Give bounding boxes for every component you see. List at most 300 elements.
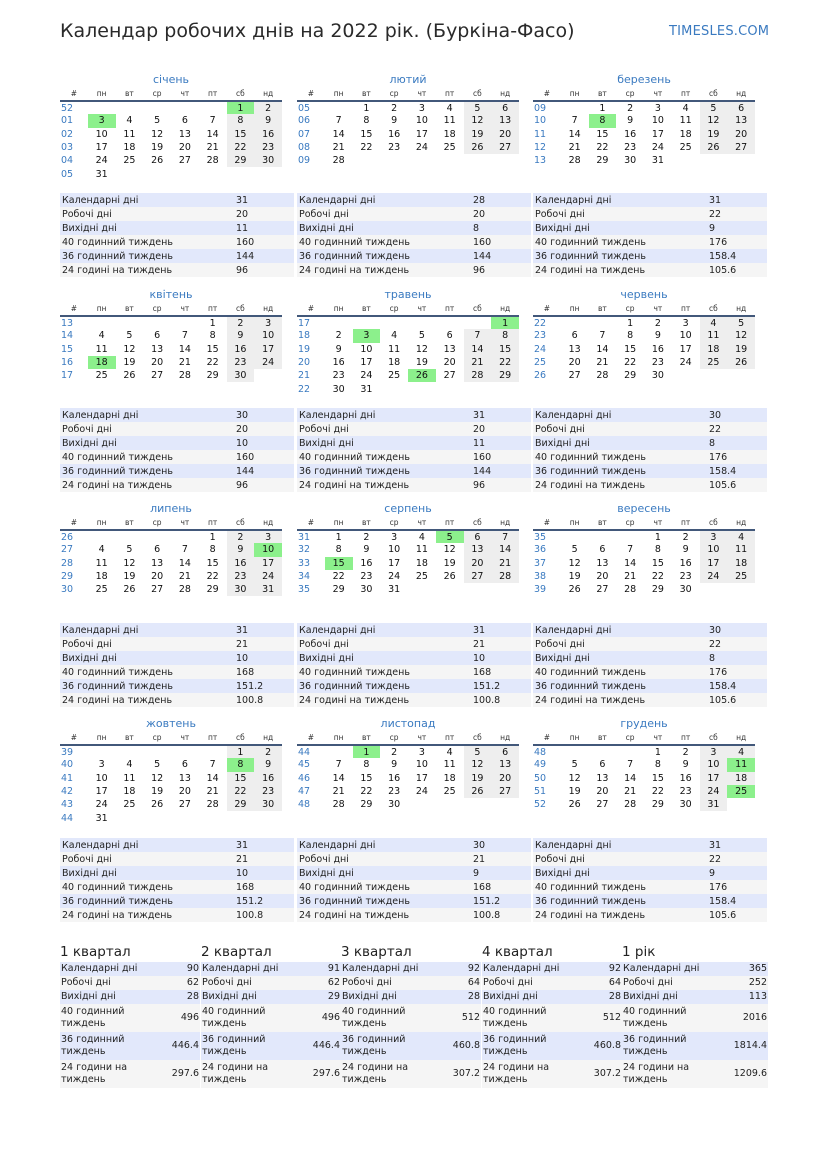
day-cell: 4 bbox=[98, 330, 105, 342]
day-cell: 26 bbox=[151, 799, 164, 811]
day-cell: 13 bbox=[568, 343, 581, 355]
empty-day-cell bbox=[727, 798, 755, 811]
empty-day-cell bbox=[408, 154, 436, 167]
weekend-day-cell: 30 bbox=[254, 154, 282, 167]
quarter-stats-table bbox=[60, 962, 200, 1088]
stats-row bbox=[297, 422, 531, 436]
week-number: 41 bbox=[61, 772, 74, 784]
weekday-header: чт bbox=[171, 87, 199, 101]
week-row bbox=[533, 785, 755, 798]
holiday-day-cell: 1 bbox=[491, 316, 519, 329]
day-cell: 5 bbox=[571, 544, 578, 556]
stats-value: 22 bbox=[707, 852, 767, 866]
week-row bbox=[533, 530, 755, 543]
weekend-day-cell: 3 bbox=[700, 530, 728, 543]
day-cell: 19 bbox=[151, 142, 164, 154]
day-cell: 9 bbox=[682, 544, 689, 556]
stats-label: 24 годині на тиждень bbox=[60, 478, 234, 492]
week-row bbox=[297, 369, 519, 382]
quarter-stats-value: 307.2 bbox=[451, 1060, 481, 1088]
day-cell: 28 bbox=[178, 370, 191, 382]
stats-label: Календарні дні bbox=[297, 193, 471, 207]
month-name: травень bbox=[384, 288, 432, 301]
week-row bbox=[533, 356, 755, 369]
weekend-day-cell: 2 bbox=[254, 745, 282, 758]
week-number: 43 bbox=[61, 799, 74, 811]
day-cell: 30 bbox=[679, 799, 692, 811]
day-cell: 28 bbox=[568, 155, 581, 167]
day-cell: 29 bbox=[596, 155, 609, 167]
day-cell: 15 bbox=[360, 128, 373, 140]
weekend-day-cell: 27 bbox=[491, 785, 519, 798]
quarter-stats-row bbox=[341, 962, 481, 976]
weekday-header: нд bbox=[727, 302, 755, 316]
week-row bbox=[60, 798, 282, 811]
weekend-day-cell: 19 bbox=[700, 128, 728, 141]
weekday-header: сб bbox=[464, 302, 492, 316]
day-cell: 9 bbox=[627, 115, 634, 127]
weekend-day-cell: 2 bbox=[227, 316, 255, 329]
day-cell: 30 bbox=[388, 799, 401, 811]
day-cell: 4 bbox=[682, 102, 689, 114]
month-grid bbox=[533, 302, 755, 382]
day-cell: 16 bbox=[388, 128, 401, 140]
day-cell: 14 bbox=[332, 772, 345, 784]
week-row bbox=[60, 114, 282, 127]
day-cell: 12 bbox=[568, 557, 581, 569]
stats-label: Календарні дні bbox=[533, 838, 707, 852]
weekday-header-row bbox=[533, 516, 755, 530]
stats-row bbox=[60, 249, 294, 263]
stats-row bbox=[297, 623, 531, 637]
stats-value: 151.2 bbox=[234, 894, 294, 908]
stats-row bbox=[60, 478, 294, 492]
week-number: 39 bbox=[534, 584, 547, 596]
weekday-header: пн bbox=[88, 516, 116, 530]
weekend-day-cell: 24 bbox=[254, 570, 282, 583]
empty-day-cell bbox=[727, 583, 755, 596]
day-cell: 30 bbox=[624, 155, 637, 167]
empty-day-cell bbox=[116, 745, 144, 758]
weekday-header: вт bbox=[116, 87, 144, 101]
weekend-day-cell: 6 bbox=[727, 101, 755, 114]
week-number-header: # bbox=[533, 87, 561, 101]
week-row bbox=[533, 316, 755, 329]
stats-row bbox=[60, 436, 294, 450]
weekday-header: вт bbox=[589, 731, 617, 745]
empty-day-cell bbox=[589, 316, 617, 329]
day-cell: 31 bbox=[388, 584, 401, 596]
quarter-stats-value: 90 bbox=[170, 962, 200, 976]
week-row bbox=[297, 785, 519, 798]
quarter-stats-row bbox=[201, 990, 341, 1004]
stats-row bbox=[60, 450, 294, 464]
empty-day-cell bbox=[254, 369, 282, 382]
stats-value: 20 bbox=[471, 207, 531, 221]
day-cell: 26 bbox=[568, 584, 581, 596]
day-cell: 4 bbox=[446, 102, 453, 114]
quarter-stats-label: Робочі дні bbox=[201, 976, 311, 990]
day-cell: 5 bbox=[126, 544, 133, 556]
stats-label: Робочі дні bbox=[533, 207, 707, 221]
empty-day-cell bbox=[143, 316, 171, 329]
weekday-header: вт bbox=[353, 302, 381, 316]
weekday-header: чт bbox=[171, 302, 199, 316]
day-cell: 21 bbox=[178, 357, 191, 369]
week-number-header: # bbox=[297, 731, 325, 745]
empty-day-cell bbox=[171, 530, 199, 543]
stats-label: Календарні дні bbox=[533, 623, 707, 637]
day-cell: 23 bbox=[679, 786, 692, 798]
day-cell: 26 bbox=[123, 370, 136, 382]
weekday-header: сб bbox=[227, 87, 255, 101]
week-number: 16 bbox=[61, 357, 74, 369]
quarter-summary-block bbox=[201, 942, 341, 1088]
day-cell: 14 bbox=[206, 772, 219, 784]
weekend-day-cell: 17 bbox=[254, 343, 282, 356]
day-cell: 29 bbox=[651, 799, 664, 811]
stats-row bbox=[533, 408, 767, 422]
weekend-day-cell: 5 bbox=[464, 101, 492, 114]
weekday-header: вт bbox=[589, 87, 617, 101]
stats-value: 168 bbox=[234, 665, 294, 679]
week-number: 02 bbox=[61, 128, 74, 140]
month-calendar bbox=[60, 287, 282, 382]
empty-day-cell bbox=[353, 316, 381, 329]
quarter-stats-table bbox=[201, 962, 341, 1088]
weekend-day-cell: 16 bbox=[227, 343, 255, 356]
week-number: 34 bbox=[298, 571, 311, 583]
month-grid bbox=[60, 87, 282, 181]
month-calendar bbox=[297, 716, 519, 811]
day-cell: 7 bbox=[627, 544, 634, 556]
quarter-stats-value: 113 bbox=[732, 990, 768, 1004]
day-cell: 25 bbox=[123, 799, 136, 811]
stats-value: 9 bbox=[471, 866, 531, 880]
day-cell: 21 bbox=[624, 571, 637, 583]
day-cell: 18 bbox=[679, 128, 692, 140]
holiday-day-cell: 8 bbox=[589, 114, 617, 127]
weekday-header: нд bbox=[254, 302, 282, 316]
quarter-stats-row bbox=[622, 1032, 768, 1060]
weekend-day-cell: 29 bbox=[227, 154, 255, 167]
quarter-stats-value: 28 bbox=[451, 990, 481, 1004]
weekend-day-cell: 23 bbox=[254, 785, 282, 798]
stats-row bbox=[533, 637, 767, 651]
day-cell: 18 bbox=[443, 128, 456, 140]
weekend-day-cell: 13 bbox=[727, 114, 755, 127]
day-cell: 17 bbox=[360, 357, 373, 369]
stats-value: 8 bbox=[707, 651, 767, 665]
week-number: 18 bbox=[298, 330, 311, 342]
day-cell: 1 bbox=[599, 102, 606, 114]
stats-row bbox=[533, 450, 767, 464]
stats-row bbox=[60, 866, 294, 880]
quarter-stats-value: 28 bbox=[592, 990, 622, 1004]
weekday-header: пн bbox=[325, 731, 353, 745]
quarter-stats-value: 64 bbox=[592, 976, 622, 990]
week-number: 13 bbox=[61, 317, 74, 329]
month-calendar bbox=[533, 72, 755, 167]
quarter-stats-row bbox=[341, 976, 481, 990]
day-cell: 11 bbox=[443, 759, 456, 771]
stats-row bbox=[297, 235, 531, 249]
weekday-header-row bbox=[533, 731, 755, 745]
quarter-stats-row bbox=[60, 1004, 200, 1032]
stats-label: Вихідні дні bbox=[297, 866, 471, 880]
week-row bbox=[60, 543, 282, 556]
day-cell: 29 bbox=[651, 584, 664, 596]
stats-row bbox=[297, 408, 531, 422]
quarter-stats-label: Календарні дні bbox=[60, 962, 170, 976]
quarter-stats-label: Календарні дні bbox=[201, 962, 311, 976]
week-number: 28 bbox=[61, 557, 74, 569]
stats-value: 151.2 bbox=[471, 894, 531, 908]
day-cell: 6 bbox=[154, 330, 161, 342]
quarter-title: 1 рік bbox=[622, 944, 656, 960]
quarter-stats-value: 512 bbox=[451, 1004, 481, 1032]
empty-day-cell bbox=[116, 530, 144, 543]
quarter-title: 1 квартал bbox=[60, 944, 131, 960]
month-calendar bbox=[60, 72, 282, 181]
stats-value: 144 bbox=[471, 249, 531, 263]
day-cell: 7 bbox=[627, 759, 634, 771]
weekday-header: пн bbox=[561, 302, 589, 316]
month-stats-table bbox=[60, 623, 294, 707]
stats-row bbox=[297, 436, 531, 450]
weekday-header: ср bbox=[616, 87, 644, 101]
stats-value: 22 bbox=[707, 207, 767, 221]
stats-value: 144 bbox=[471, 464, 531, 478]
stats-value: 168 bbox=[471, 665, 531, 679]
weekend-day-cell: 14 bbox=[464, 343, 492, 356]
empty-day-cell bbox=[408, 316, 436, 329]
quarter-stats-value: 91 bbox=[311, 962, 341, 976]
weekday-header: ср bbox=[143, 516, 171, 530]
week-number-header: # bbox=[533, 731, 561, 745]
quarter-stats-label: Календарні дні bbox=[482, 962, 592, 976]
month-stats-table bbox=[297, 623, 531, 707]
month-calendar bbox=[533, 501, 755, 596]
day-cell: 27 bbox=[443, 370, 456, 382]
day-cell: 8 bbox=[335, 544, 342, 556]
empty-day-cell bbox=[227, 167, 255, 180]
week-number-header: # bbox=[60, 302, 88, 316]
weekday-header: ср bbox=[616, 302, 644, 316]
empty-day-cell bbox=[436, 382, 464, 395]
week-number: 19 bbox=[298, 343, 311, 355]
stats-row bbox=[60, 207, 294, 221]
weekend-day-cell: 19 bbox=[464, 772, 492, 785]
week-row bbox=[297, 745, 519, 758]
weekday-header-row bbox=[297, 731, 519, 745]
day-cell: 24 bbox=[360, 370, 373, 382]
day-cell: 11 bbox=[95, 343, 108, 355]
day-cell: 22 bbox=[360, 786, 373, 798]
week-row bbox=[60, 557, 282, 570]
week-number-header: # bbox=[297, 516, 325, 530]
page-title: Календар робочих днів на 2022 рік. (Буркіна-Фасо) bbox=[60, 20, 575, 42]
weekday-header: ср bbox=[616, 516, 644, 530]
quarter-stats-row bbox=[341, 1060, 481, 1088]
day-cell: 26 bbox=[123, 584, 136, 596]
holiday-day-cell: 1 bbox=[353, 745, 381, 758]
weekday-header: нд bbox=[491, 516, 519, 530]
stats-label: 24 годині на тиждень bbox=[297, 693, 471, 707]
stats-row bbox=[533, 263, 767, 277]
weekend-day-cell: 15 bbox=[227, 128, 255, 141]
weekday-header: нд bbox=[491, 302, 519, 316]
stats-value: 30 bbox=[471, 838, 531, 852]
day-cell: 17 bbox=[95, 786, 108, 798]
weekday-header: сб bbox=[700, 302, 728, 316]
stats-row bbox=[60, 408, 294, 422]
weekday-header: пт bbox=[672, 302, 700, 316]
stats-value: 10 bbox=[234, 436, 294, 450]
weekend-day-cell: 26 bbox=[727, 356, 755, 369]
weekday-header: чт bbox=[408, 731, 436, 745]
day-cell: 22 bbox=[651, 786, 664, 798]
quarter-stats-row bbox=[622, 1004, 768, 1032]
day-cell: 10 bbox=[651, 115, 664, 127]
holiday-day-cell: 26 bbox=[408, 369, 436, 382]
weekend-day-cell: 4 bbox=[727, 745, 755, 758]
weekend-day-cell: 17 bbox=[254, 557, 282, 570]
weekend-day-cell: 3 bbox=[254, 316, 282, 329]
empty-day-cell bbox=[171, 745, 199, 758]
day-cell: 23 bbox=[679, 571, 692, 583]
week-row bbox=[533, 128, 755, 141]
week-row bbox=[60, 772, 282, 785]
brand-link[interactable]: TIMESLES.COM bbox=[669, 24, 770, 39]
stats-label: 40 годинний тиждень bbox=[533, 450, 707, 464]
day-cell: 29 bbox=[206, 370, 219, 382]
weekend-day-cell: 9 bbox=[227, 543, 255, 556]
weekend-day-cell: 16 bbox=[254, 128, 282, 141]
weekday-header: пн bbox=[561, 731, 589, 745]
day-cell: 20 bbox=[178, 142, 191, 154]
quarter-stats-value: 1814.4 bbox=[732, 1032, 768, 1060]
day-cell: 14 bbox=[178, 557, 191, 569]
weekday-header: вт bbox=[353, 731, 381, 745]
stats-label: Робочі дні bbox=[533, 422, 707, 436]
day-cell: 26 bbox=[151, 155, 164, 167]
week-number: 38 bbox=[534, 571, 547, 583]
stats-value: 158.4 bbox=[707, 464, 767, 478]
weekday-header-row bbox=[60, 302, 282, 316]
empty-day-cell bbox=[589, 530, 617, 543]
weekday-header-row bbox=[533, 87, 755, 101]
day-cell: 8 bbox=[654, 759, 661, 771]
week-number: 44 bbox=[298, 746, 311, 758]
empty-day-cell bbox=[199, 811, 227, 824]
day-cell: 2 bbox=[391, 746, 398, 758]
weekday-header: нд bbox=[254, 87, 282, 101]
week-row bbox=[533, 369, 755, 382]
weekend-day-cell: 6 bbox=[491, 745, 519, 758]
day-cell: 31 bbox=[95, 812, 108, 824]
weekend-day-cell: 15 bbox=[227, 772, 255, 785]
day-cell: 8 bbox=[209, 544, 216, 556]
weekend-day-cell: 18 bbox=[700, 343, 728, 356]
week-number-header: # bbox=[60, 731, 88, 745]
stats-value: 11 bbox=[471, 436, 531, 450]
stats-label: 36 годинний тиждень bbox=[297, 464, 471, 478]
month-grid bbox=[533, 731, 755, 811]
holiday-day-cell: 8 bbox=[227, 758, 255, 771]
weekday-header: пн bbox=[88, 87, 116, 101]
stats-label: Вихідні дні bbox=[297, 221, 471, 235]
weekday-header: сб bbox=[227, 731, 255, 745]
stats-label: Вихідні дні bbox=[60, 651, 234, 665]
day-cell: 8 bbox=[654, 544, 661, 556]
month-stats-table bbox=[60, 838, 294, 922]
week-number: 52 bbox=[534, 799, 547, 811]
day-cell: 12 bbox=[151, 128, 164, 140]
empty-day-cell bbox=[380, 316, 408, 329]
day-cell: 7 bbox=[599, 330, 606, 342]
day-cell: 8 bbox=[363, 759, 370, 771]
week-row bbox=[60, 154, 282, 167]
day-cell: 26 bbox=[443, 571, 456, 583]
month-grid bbox=[60, 731, 282, 825]
stats-value: 31 bbox=[234, 623, 294, 637]
stats-row bbox=[533, 838, 767, 852]
empty-day-cell bbox=[171, 811, 199, 824]
stats-row bbox=[533, 880, 767, 894]
stats-label: Робочі дні bbox=[297, 852, 471, 866]
day-cell: 3 bbox=[654, 102, 661, 114]
empty-day-cell bbox=[171, 101, 199, 114]
week-number: 35 bbox=[298, 584, 311, 596]
day-cell: 16 bbox=[679, 557, 692, 569]
day-cell: 20 bbox=[596, 786, 609, 798]
weekday-header: сб bbox=[700, 516, 728, 530]
day-cell: 19 bbox=[415, 357, 428, 369]
weekday-header: чт bbox=[171, 731, 199, 745]
stats-row bbox=[60, 263, 294, 277]
stats-value: 10 bbox=[234, 651, 294, 665]
week-number-header: # bbox=[533, 516, 561, 530]
stats-row bbox=[533, 422, 767, 436]
weekend-day-cell: 8 bbox=[491, 329, 519, 342]
weekday-header: вт bbox=[353, 516, 381, 530]
year-summary bbox=[622, 942, 768, 1088]
quarter-stats-value: 496 bbox=[170, 1004, 200, 1032]
stats-row bbox=[533, 478, 767, 492]
quarter-stats-value: 496 bbox=[311, 1004, 341, 1032]
day-cell: 7 bbox=[209, 115, 216, 127]
weekend-day-cell: 21 bbox=[491, 557, 519, 570]
stats-value: 21 bbox=[471, 852, 531, 866]
day-cell: 12 bbox=[123, 557, 136, 569]
weekend-day-cell: 7 bbox=[464, 329, 492, 342]
day-cell: 9 bbox=[363, 544, 370, 556]
stats-value: 100.8 bbox=[471, 908, 531, 922]
quarter-stats-label: 24 години на тиждень bbox=[201, 1060, 311, 1088]
stats-value: 31 bbox=[471, 623, 531, 637]
day-cell: 16 bbox=[624, 128, 637, 140]
day-cell: 9 bbox=[654, 330, 661, 342]
weekday-header: пн bbox=[561, 87, 589, 101]
quarter-stats-label: 40 годинний тиждень bbox=[201, 1004, 311, 1032]
week-number: 03 bbox=[61, 142, 74, 154]
stats-value: 28 bbox=[471, 193, 531, 207]
quarter-stats-row bbox=[341, 1032, 481, 1060]
quarter-stats-row bbox=[60, 1032, 200, 1060]
stats-value: 144 bbox=[234, 249, 294, 263]
quarter-stats-label: 24 години на тиждень bbox=[341, 1060, 451, 1088]
